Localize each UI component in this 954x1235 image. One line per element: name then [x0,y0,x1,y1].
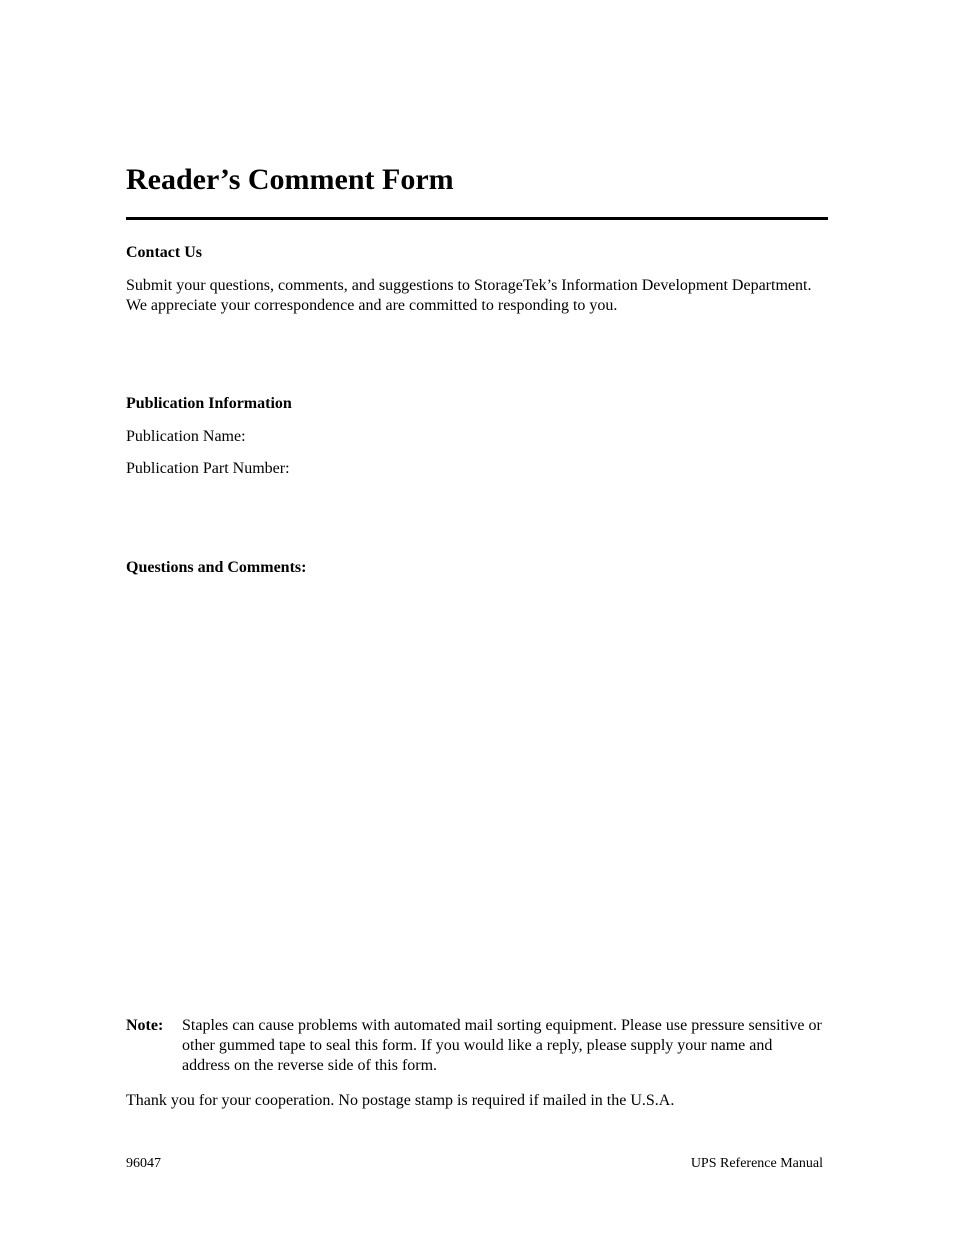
footer-document-number: 96047 [126,1156,161,1171]
page-title: Reader’s Comment Form [126,163,454,196]
thank-you-text: Thank you for your cooperation. No postage stamp is required if mailed in the U.S.A. [126,1092,675,1109]
contact-body-text: Submit your questions, comments, and suggestions to StorageTek’s Information Development Department. We appreciate your correspondence and are committed to responding to you. [126,277,812,314]
footer-manual-name: UPS Reference Manual [690,1156,823,1171]
publication-part-number-label: Publication Part Number: [126,460,290,477]
questions-comments-heading: Questions and Comments: [126,559,307,576]
publication-name-label: Publication Name: [126,428,246,445]
note-label: Note: [126,1017,164,1034]
contact-heading: Contact Us [126,244,202,261]
publication-heading: Publication Information [126,395,292,412]
note-text: Staples can cause problems with automated mail sorting equipment. Please use pressure sensitive or other gummed tape to seal this form. If you would like a reply, please supply your name and address on the reverse side of this form. [182,1017,822,1074]
title-divider [126,217,828,220]
